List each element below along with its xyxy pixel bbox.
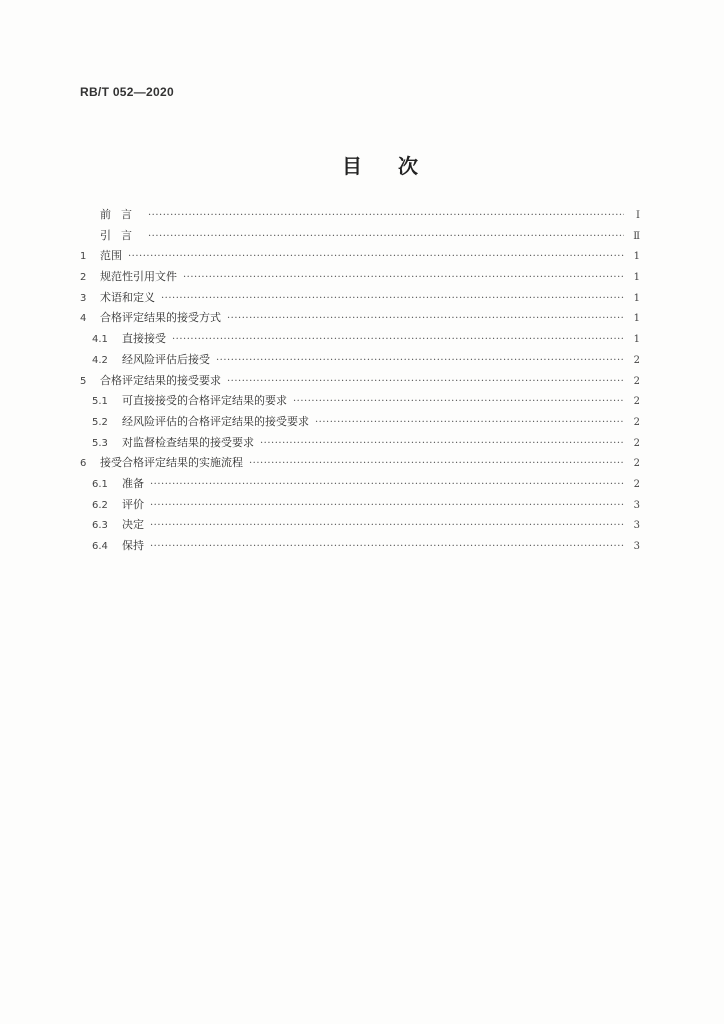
- table-of-contents: [80, 205, 640, 557]
- toc-entry-number: 3: [80, 292, 87, 304]
- toc-entry-number: 6: [80, 458, 87, 470]
- toc-dot-leader: [227, 372, 624, 393]
- toc-entry[interactable]: [80, 453, 640, 474]
- toc-entry[interactable]: [80, 536, 640, 557]
- toc-entry[interactable]: [80, 474, 640, 495]
- toc-entry-label: 准备: [122, 476, 144, 490]
- toc-entry[interactable]: [80, 226, 640, 247]
- toc-entry[interactable]: [80, 205, 640, 226]
- toc-entry-page-number: 3: [633, 520, 640, 532]
- toc-entry-page-number: 1: [633, 251, 640, 263]
- toc-entry-page-number: 2: [633, 375, 640, 387]
- toc-dot-leader: [172, 330, 624, 351]
- toc-entry-label: 引言: [100, 228, 142, 242]
- document-code: RB/T 052—2020: [80, 85, 174, 99]
- toc-entry-label: 合格评定结果的接受要求: [100, 373, 221, 387]
- toc-entry-page-number: 2: [633, 478, 640, 490]
- toc-entry[interactable]: [80, 308, 640, 329]
- toc-dot-leader: [148, 227, 624, 248]
- toc-entry-label: 接受合格评定结果的实施流程: [100, 456, 243, 470]
- toc-entry-page-number: 2: [633, 437, 640, 449]
- toc-entry-number: 4.2: [92, 354, 108, 366]
- toc-entry[interactable]: [80, 515, 640, 536]
- toc-dot-leader: [128, 247, 624, 268]
- toc-dot-leader: [249, 454, 624, 475]
- toc-dot-leader: [150, 537, 624, 558]
- toc-entry-label: 可直接接受的合格评定结果的要求: [122, 394, 287, 408]
- toc-entry[interactable]: [80, 495, 640, 516]
- toc-entry[interactable]: [80, 288, 640, 309]
- toc-entry[interactable]: [80, 391, 640, 412]
- toc-entry-page-number: 2: [633, 396, 640, 408]
- toc-entry-page-number: 1: [633, 313, 640, 325]
- toc-entry-label: 规范性引用文件: [100, 270, 177, 284]
- toc-entry-page-number: 3: [633, 499, 640, 511]
- toc-entry-page-number: 1: [633, 292, 640, 304]
- toc-dot-leader: [293, 392, 624, 413]
- toc-dot-leader: [227, 309, 624, 330]
- toc-entry-page-number: 3: [633, 541, 640, 552]
- toc-entry-page-number: 1: [633, 334, 640, 346]
- toc-entry-label: 前言: [100, 208, 142, 221]
- toc-entry[interactable]: [80, 412, 640, 433]
- toc-dot-leader: [150, 496, 624, 517]
- toc-dot-leader: [260, 434, 624, 455]
- toc-dot-leader: [315, 413, 624, 434]
- toc-entry-page-number: Ⅰ: [636, 210, 640, 221]
- toc-entry-label: 保持: [122, 539, 144, 552]
- toc-entry-page-number: 2: [633, 416, 640, 428]
- toc-entry[interactable]: [80, 267, 640, 288]
- toc-entry-number: 4.1: [92, 334, 108, 346]
- toc-entry-label: 经风险评估后接受: [122, 352, 210, 366]
- toc-entry-label: 合格评定结果的接受方式: [100, 311, 221, 325]
- toc-entry-page-number: Ⅱ: [633, 230, 640, 242]
- toc-entry-number: 6.4: [92, 541, 108, 552]
- toc-entry-number: 5.3: [92, 437, 108, 449]
- toc-entry-number: 4: [80, 313, 87, 325]
- toc-entry-number: 6.3: [92, 520, 108, 532]
- toc-dot-leader: [150, 475, 624, 496]
- toc-entry-page-number: 2: [633, 354, 640, 366]
- toc-entry-number: 5.1: [92, 396, 108, 408]
- toc-dot-leader: [148, 206, 624, 227]
- toc-entry[interactable]: [80, 329, 640, 350]
- toc-entry-number: 6.1: [92, 478, 108, 490]
- toc-dot-leader: [150, 516, 624, 537]
- toc-entry[interactable]: [80, 371, 640, 392]
- page-title: 目次: [342, 154, 454, 178]
- toc-entry-label: 决定: [122, 518, 144, 532]
- toc-entry-label: 术语和定义: [100, 290, 155, 304]
- toc-entry[interactable]: [80, 350, 640, 371]
- toc-entry-label: 对监督检查结果的接受要求: [122, 435, 254, 449]
- toc-entry-page-number: 2: [633, 458, 640, 470]
- toc-dot-leader: [161, 289, 624, 310]
- toc-entry-label: 经风险评估的合格评定结果的接受要求: [122, 414, 309, 428]
- toc-entry-number: 5.2: [92, 416, 108, 428]
- toc-dot-leader: [183, 268, 624, 289]
- toc-entry-page-number: 1: [633, 272, 640, 284]
- toc-entry[interactable]: [80, 246, 640, 267]
- toc-dot-leader: [216, 351, 624, 372]
- toc-entry-number: 2: [80, 272, 87, 284]
- toc-entry-label: 范围: [100, 249, 122, 263]
- toc-entry-number: 1: [80, 251, 87, 263]
- toc-entry-label: 评价: [122, 497, 144, 511]
- toc-entry-number: 5: [80, 375, 87, 387]
- toc-entry[interactable]: [80, 433, 640, 454]
- toc-entry-label: 直接接受: [122, 332, 166, 346]
- toc-entry-number: 6.2: [92, 499, 108, 511]
